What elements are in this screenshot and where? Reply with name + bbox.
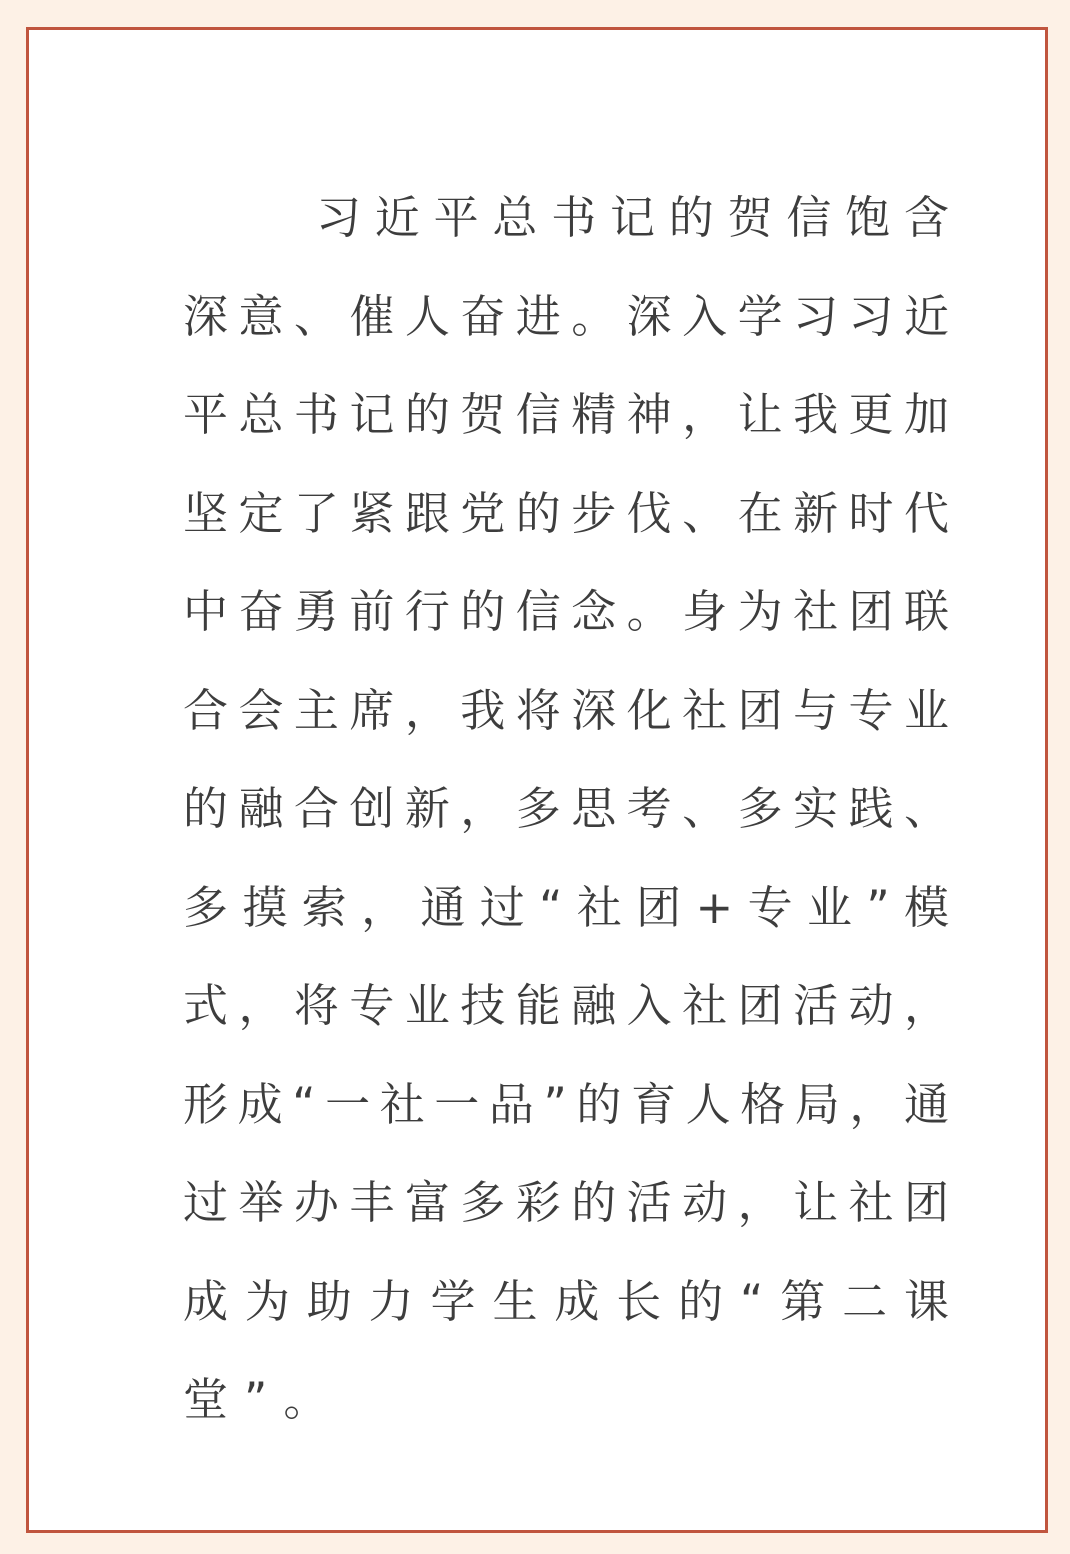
paragraph-line: 形成“一社一品”的育人格局，通 xyxy=(183,1077,949,1131)
article-paragraph xyxy=(183,182,949,1463)
paragraph-line: 式，将专业技能融入社团活动， xyxy=(183,979,949,1032)
paragraph-line: 中奋勇前行的信念。身为社团联 xyxy=(183,585,949,638)
paragraph-line: 合会主席，我将深化社团与专业 xyxy=(183,683,949,737)
paragraph-line: 成为助力学生成长的“第二课 xyxy=(183,1274,949,1328)
paragraph-line: 坚定了紧跟党的步伐、在新时代 xyxy=(183,486,949,540)
paragraph-line: 的融合创新，多思考、多实践、 xyxy=(183,782,949,835)
paragraph-line: 多摸索，通过“社团+专业”模 xyxy=(183,880,949,934)
paragraph-line: 平总书记的贺信精神，让我更加 xyxy=(183,388,949,441)
paragraph-line: 深意、催人奋进。深入学习习近 xyxy=(183,289,949,343)
paragraph-line: 堂”。 xyxy=(183,1373,345,1426)
article-card xyxy=(26,27,1048,1533)
paragraph-line: 过举办丰富多彩的活动，让社团 xyxy=(183,1176,949,1229)
paragraph-line: 习近平总书记的贺信饱含 xyxy=(316,191,949,244)
